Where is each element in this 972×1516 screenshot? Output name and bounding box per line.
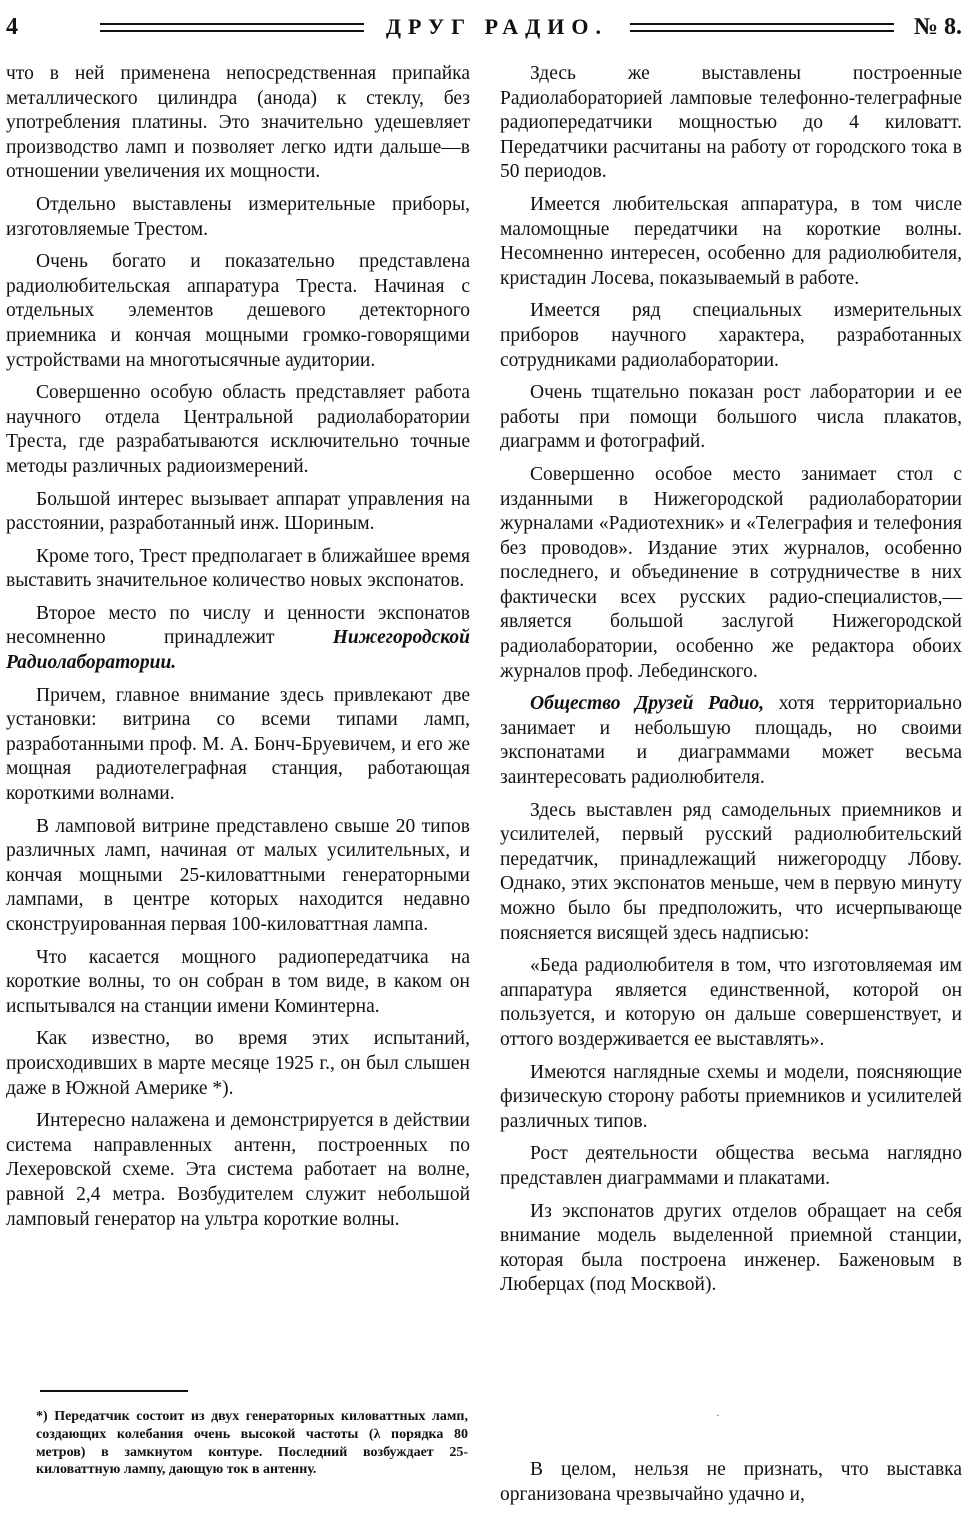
paragraph: Из экспонатов других отделов обращает на себя внимание модель выделенной приемной станции, которая была построена инженер. Баженовым в Люберцах (под Москвой). <box>500 1200 962 1296</box>
header-rule-left <box>100 23 364 32</box>
paragraph: Совершенно особую область представляет работа научного отдела Центральной радиолаборатории Треста, где разрабатываются исключительно точные методы различных радиоизмерений. <box>6 382 470 477</box>
header-rule-right <box>630 23 894 32</box>
footnote-divider <box>40 1390 188 1392</box>
paragraph: Рост деятельности общества весьма наглядно представлен диаграммами и плакатами. <box>500 1143 962 1189</box>
page-header <box>6 10 962 44</box>
paragraph: Здесь же выставлены построенные Радиолабораторией ламповые телефонно-телеграфные радиопередатчики мощностью до 4 киловатт. Передатчики расчитаны на работу от городского тока в 50 периодов. <box>500 63 962 183</box>
paragraph: Большой интерес вызывает аппарат управления на расстоянии, разработанный инж. Шориным. <box>6 488 470 535</box>
paragraph: Что касается мощного радиопередатчика на короткие волны, то он собран в том виде, в каком он испытывался на станции имени Коминтерна. <box>6 946 470 1017</box>
print-speck: · <box>716 1408 720 1422</box>
paragraph: Имеются наглядные схемы и модели, поясняющие физическую сторону работы приемников и усилителей различных типов. <box>500 1061 962 1132</box>
paragraph <box>500 692 962 790</box>
paragraph: Интересно налажена и демонстрируется в действии система направленных антенн, построенных по Лехеровской схеме. Эта система работает на волне, равной 2,4 метра. Возбудителем служит небольшой ламповый генератор на ультра короткие волны. <box>6 1110 470 1230</box>
left-column <box>6 62 470 1240</box>
paragraph: Очень богато и показательно представлена радиолюбительская аппаратура Треста. Начиная с отдельных элементов дешевого детекторного приемника и кончая мощными громко-говорящими устройствами на многотысячные аудитории. <box>6 251 470 371</box>
paragraph: Отдельно выставлены измерительные приборы, изготовляемые Трестом. <box>6 193 470 240</box>
issue-number: № 8. <box>913 13 963 40</box>
paragraph: Причем, главное внимание здесь привлекают две установки: витрина со всеми типами ламп, разработанными проф. М. А. Бонч-Бруевичем, и его же мощная радиотелеграфная станция, работающая короткими волнами. <box>6 684 470 805</box>
quote-paragraph: «Беда радиолюбителя в том, что изготовляемая им аппаратура является единственной, которой он пользуется, и которую он дальше совершенствует, и оттого воздерживается ее выставлять». <box>500 955 962 1050</box>
page-number: 4 <box>6 13 18 40</box>
paragraph: Кроме того, Трест предполагает в ближайшее время выставить значительное количество новых экспонатов. <box>6 545 470 592</box>
emphasis-society-radio-friends: Общество Друзей Радио, <box>530 693 765 715</box>
footnote: *) Передатчик состоит из двух генераторных киловаттных ламп, создающих колебания очень высокой частоты (λ порядка 80 метров) в замкнутом контуре. Последний возбуждает 25-киловаттную лампу, дающую ток в антенну. <box>36 1409 468 1478</box>
paragraph: Очень тщательно показан рост лаборатории и ее работы при помощи большого числа плакатов, диаграмм и фотографий. <box>500 382 962 453</box>
closing-paragraph: В целом, нельзя не признать, что выставка организована чрезвычайно удачно и, <box>500 1459 962 1505</box>
paragraph <box>6 602 470 676</box>
paragraph: В ламповой витрине представлено свыше 20 типов различных ламп, начиная от малых усилительных, и кончая мощными 25-киловаттными генераторными лампами, в центре которых находится недавно сконструированная первая 100-киловаттная лампа. <box>6 815 470 935</box>
emphasis-nizhny-radiolab: Нижегородской Радиолаборатории. <box>6 627 470 674</box>
paragraph: Как известно, во время этих испытаний, происходивших в марте месяце 1925 г., он был слышен даже в Южной Америке *). <box>6 1028 470 1099</box>
paragraph-text: хотя территориально занимает и небольшую площадь, но своими экспонатами и диаграммами может весьма заинтересовать радиолюбителя. <box>500 693 962 789</box>
journal-title: ДРУГ РАДИО. <box>385 14 608 39</box>
paragraph: Имеется любительская аппаратура, в том числе маломощные передатчики на короткие волны. Несомненно интересен, особенно для радиолюбителя, кристадин Лосева, показываемый в работе. <box>500 193 962 289</box>
right-column <box>500 62 962 1306</box>
paragraph: что в ней применена непосредственная припайка металлического цилиндра (анода) к стеклу, без употребления платины. Это значительно удешевляет производство ламп и позволяет легко идти дальше—в отношении увеличения их мощности. <box>6 63 470 183</box>
paragraph: Совершенно особое место занимает стол с изданными в Нижегородской радиолаборатории журналами «Радиотехник» и «Телеграфия и телефония без проводов». Издание этих журналов, особенно последнего, и объединение в сотрудничестве в них фактически всех русских радио-специалистов,—является большой заслугой Нижегородской радиолаборатории, особенно же редактора обоих журналов проф. Лебединского. <box>500 463 962 682</box>
paragraph-text: Второе место по числу и ценности экспонатов несомненно принадлежит <box>6 602 470 649</box>
paragraph: Имеется ряд специальных измерительных приборов научного характера, разработанных сотрудниками радиолаборатории. <box>500 300 962 371</box>
paragraph: Здесь выставлен ряд самодельных приемников и усилителей, первый русский радиолюбительский передатчик, принадлежащий нижегородцу Лбову. Однако, этих экспонатов меньше, чем в первую минуту можно было бы предположить, что исчерпывающе поясняется висящей здесь надписью: <box>500 799 962 944</box>
